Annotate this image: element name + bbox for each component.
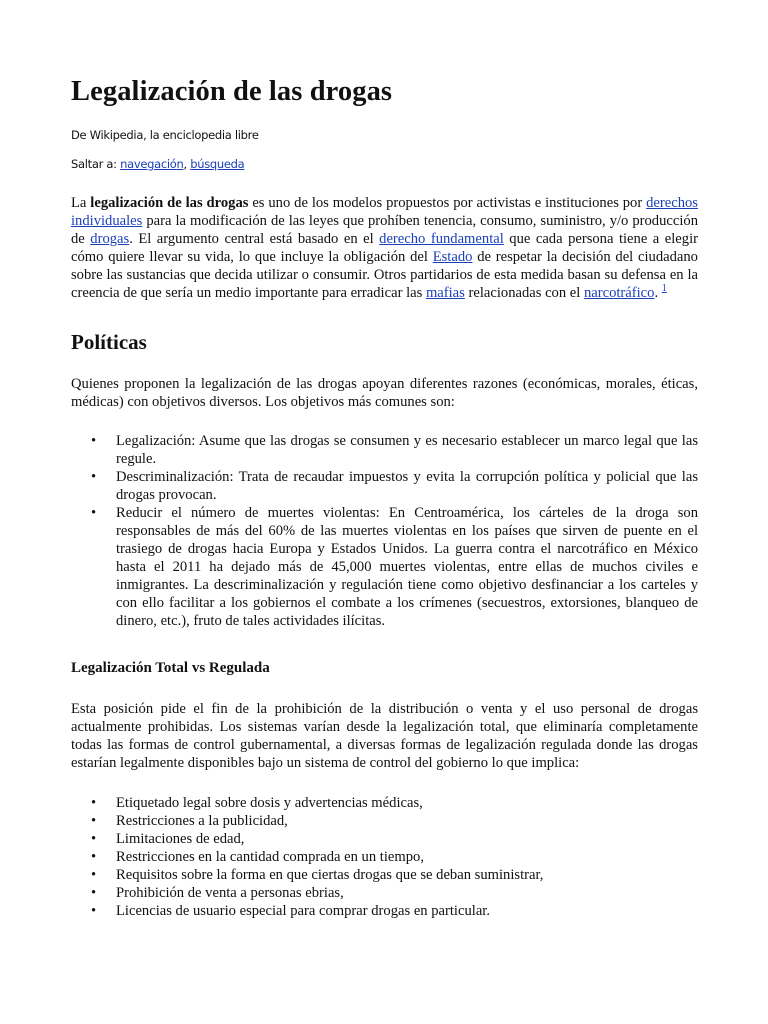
list-item: • Legalización: Asume que las drogas se consumen y es necesario establecer un marco legal que las regule. (71, 432, 698, 468)
list-item: • Limitaciones de edad, (71, 830, 698, 848)
page-title: Legalización de las drogas (71, 76, 393, 107)
list-item: • Prohibición de venta a personas ebrias, (71, 884, 698, 902)
link-drogas[interactable]: drogas (90, 231, 130, 247)
intro-text-2: es uno de los modelos propuestos por activistas e instituciones por (248, 195, 647, 211)
list-item: • Restricciones en la cantidad comprada en un tiempo, (71, 848, 698, 866)
list-item: • Descriminalización: Trata de recaudar impuestos y evita la corrupción política y policial que las drogas provocan. (71, 468, 698, 504)
intro-text-3: para la modificación de las leyes que prohíben tenencia, consumo, suministro, y/o producción de (71, 213, 698, 247)
list-item: • Licencias de usuario especial para comprar drogas en particular. (71, 902, 698, 920)
intro-text-1: La (71, 195, 91, 211)
list-item: • Etiquetado legal sobre dosis y advertencias médicas, (71, 794, 698, 812)
jump-separator: , (183, 157, 187, 171)
link-derechos-individuales[interactable]: derechos individuales (71, 195, 698, 229)
search-link[interactable]: búsqueda (190, 157, 245, 171)
list-item: • Requisitos sobre la forma en que ciertas drogas que se deban suministrar, (71, 866, 698, 884)
politicas-paragraph: Quienes proponen la legalización de las drogas apoyan diferentes razones (económicas, morales, éticas, médicas) con objetivos diversos. Los objetivos más comunes son: (71, 376, 698, 410)
regulation-list (71, 794, 698, 920)
intro-bold-term: legalización de las drogas (90, 195, 249, 211)
intro-text-6: de respetar la decisión del ciudadano sobre las sustancias que decida utilizar o consumir. Otros partidarios de esta medida basan su defensa en la creencia de que sería un medio importante para erradicar las (71, 249, 698, 301)
legalizacion-paragraph: Esta posición pide el fin de la prohibición de la distribución o venta y el uso personal de drogas actualmente prohibidas. Los sistemas varían desde la legalización total, que eliminaría completamente todas las formas de control gubernamental, a diversas formas de legalización regulada donde las drogas estarían legalmente disponibles bajo un sistema de control del gobierno lo que implica: (71, 701, 698, 771)
jump-label: Saltar a: (71, 157, 117, 171)
link-mafias[interactable]: mafias (425, 285, 465, 301)
jump-to-links (71, 156, 698, 172)
intro-paragraph (71, 194, 698, 302)
intro-text-7: relacionadas con el (464, 285, 584, 301)
intro-text-5: que cada persona tiene a elegir cómo quiere llevar su vida, lo que incluye la obligación del (71, 231, 698, 265)
navigation-link[interactable]: navegación (120, 157, 184, 171)
intro-text-8: . (654, 285, 662, 301)
link-estado[interactable]: Estado (432, 249, 473, 265)
link-narcotrafico[interactable]: narcotráfico (583, 285, 655, 301)
intro-text-4: . El argumento central está basado en el (129, 231, 380, 247)
link-derecho-fundamental[interactable]: derecho fundamental (379, 231, 504, 247)
objectives-list (71, 432, 698, 630)
section-heading-legalizacion: Legalización Total vs Regulada (71, 660, 270, 676)
reference-link-1[interactable]: 1 (661, 283, 667, 295)
article-body (71, 74, 698, 920)
article-subtitle: De Wikipedia, la enciclopedia libre (71, 128, 259, 142)
list-item: • Reducir el número de muertes violentas: En Centroamérica, los cárteles de la droga son responsables de más del 60% de las muertes violentas en los países que sirven de puente en el trasiego de drogas hacia Europa y Estados Unidos. La guerra contra el narcotráfico en México hasta el 2011 ha dejado más de 45,000 muertes violentas, entre ellas de muchos civiles e inmigrantes. La descriminalización y regulación tiene como objetivo desfinanciar a los carteles y con ello facilitar a los gobiernos el combate a los crímenes (secuestros, extorsiones, blanqueo de dinero, etc.), fruto de tales actividades ilícitas. (71, 504, 698, 630)
list-item: • Restricciones a la publicidad, (71, 812, 698, 830)
section-heading-politicas: Políticas (71, 330, 147, 354)
